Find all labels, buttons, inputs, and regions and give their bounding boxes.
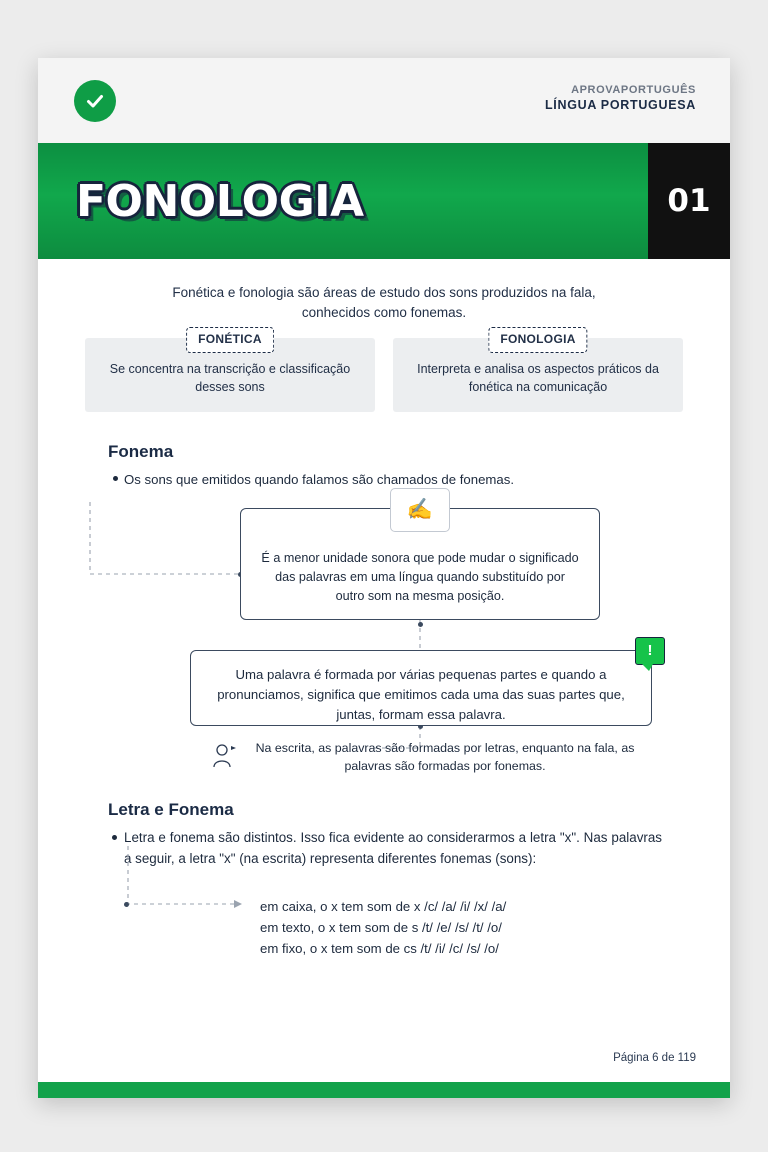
hand-writing-icon: ✍ (390, 488, 450, 532)
fonema-definition-box (240, 498, 600, 620)
fonema-word-text: Uma palavra é formada por várias pequenas partes e quando a pronunciamos, significa que emitimos cada uma das suas partes que, juntas, formam essa palavra. (217, 667, 625, 722)
letra-fonema-paragraph-text: Letra e fonema são distintos. Isso fica evidente ao considerarmos a letra "x". Nas palavras a seguir, a letra "x" (na escrita) representa diferentes fonemas (sons): (124, 830, 662, 866)
fonema-flow (72, 498, 696, 774)
card-fonetica-text: Se concentra na transcrição e classificação desses sons (109, 362, 351, 395)
page-content (38, 283, 730, 959)
page-number: Página 6 de 119 (613, 1052, 696, 1064)
document-page (38, 58, 730, 1098)
examples-node-dot (124, 902, 129, 907)
card-fonetica-title: FONÉTICA (186, 327, 274, 352)
fonema-note-text: Na escrita, as palavras são formadas por letras, enquanto na fala, as palavras são formadas por fonemas. (255, 741, 635, 774)
footer-bar (38, 1082, 730, 1098)
card-fonologia (393, 332, 683, 412)
check-circle-icon (74, 80, 116, 122)
fonema-bullet-text: Os sons que emitidos quando falamos são chamados de fonemas. (124, 472, 514, 488)
section-heading-letra-e-fonema: Letra e Fonema (108, 800, 234, 820)
card-fonologia-text: Interpreta e analisa os aspectos práticos da fonética na comunicação (417, 362, 659, 395)
bullet-dot-icon (113, 476, 118, 481)
brand-block (545, 84, 696, 112)
page-header (38, 58, 730, 143)
fonema-definition-text: É a menor unidade sonora que pode mudar o significado das palavras em uma língua quando substituído por outro som na mesma posição. (261, 551, 579, 603)
card-fonologia-title: FONOLOGIA (488, 327, 587, 352)
alert-exclamation-icon (635, 637, 665, 665)
example-line: em fixo, o x tem som de cs /t/ /i/ /c/ /s/ /o/ (260, 940, 499, 956)
examples-connector (122, 844, 242, 914)
fonema-note (208, 738, 640, 776)
alert-flag-label: ! (647, 641, 653, 659)
brand-name: APROVAPORTUGUÊS (571, 84, 696, 96)
example-line: em texto, o x tem som de s /t/ /e/ /s/ /t/ /o/ (260, 919, 502, 935)
intro-text: Fonética e fonologia são áreas de estudo dos sons produzidos na fala, conhecidos como fonemas. (172, 285, 596, 320)
fonema-word-box (190, 641, 653, 726)
section-heading-fonema: Fonema (108, 442, 174, 462)
chapter-banner (38, 143, 730, 259)
letra-fonema-examples (260, 896, 696, 959)
bullet-dot-icon (112, 835, 117, 840)
example-line: em caixa, o x tem som de x /c/ /a/ /i/ /x/ /a/ (260, 898, 507, 914)
brand-subject: LÍNGUA PORTUGUESA (544, 98, 696, 112)
page-title: FONOLOGIA (76, 175, 364, 227)
definition-cards (72, 332, 696, 412)
teacher-icon (208, 738, 242, 772)
chapter-number: 01 (648, 143, 730, 259)
card-fonetica (85, 332, 375, 412)
